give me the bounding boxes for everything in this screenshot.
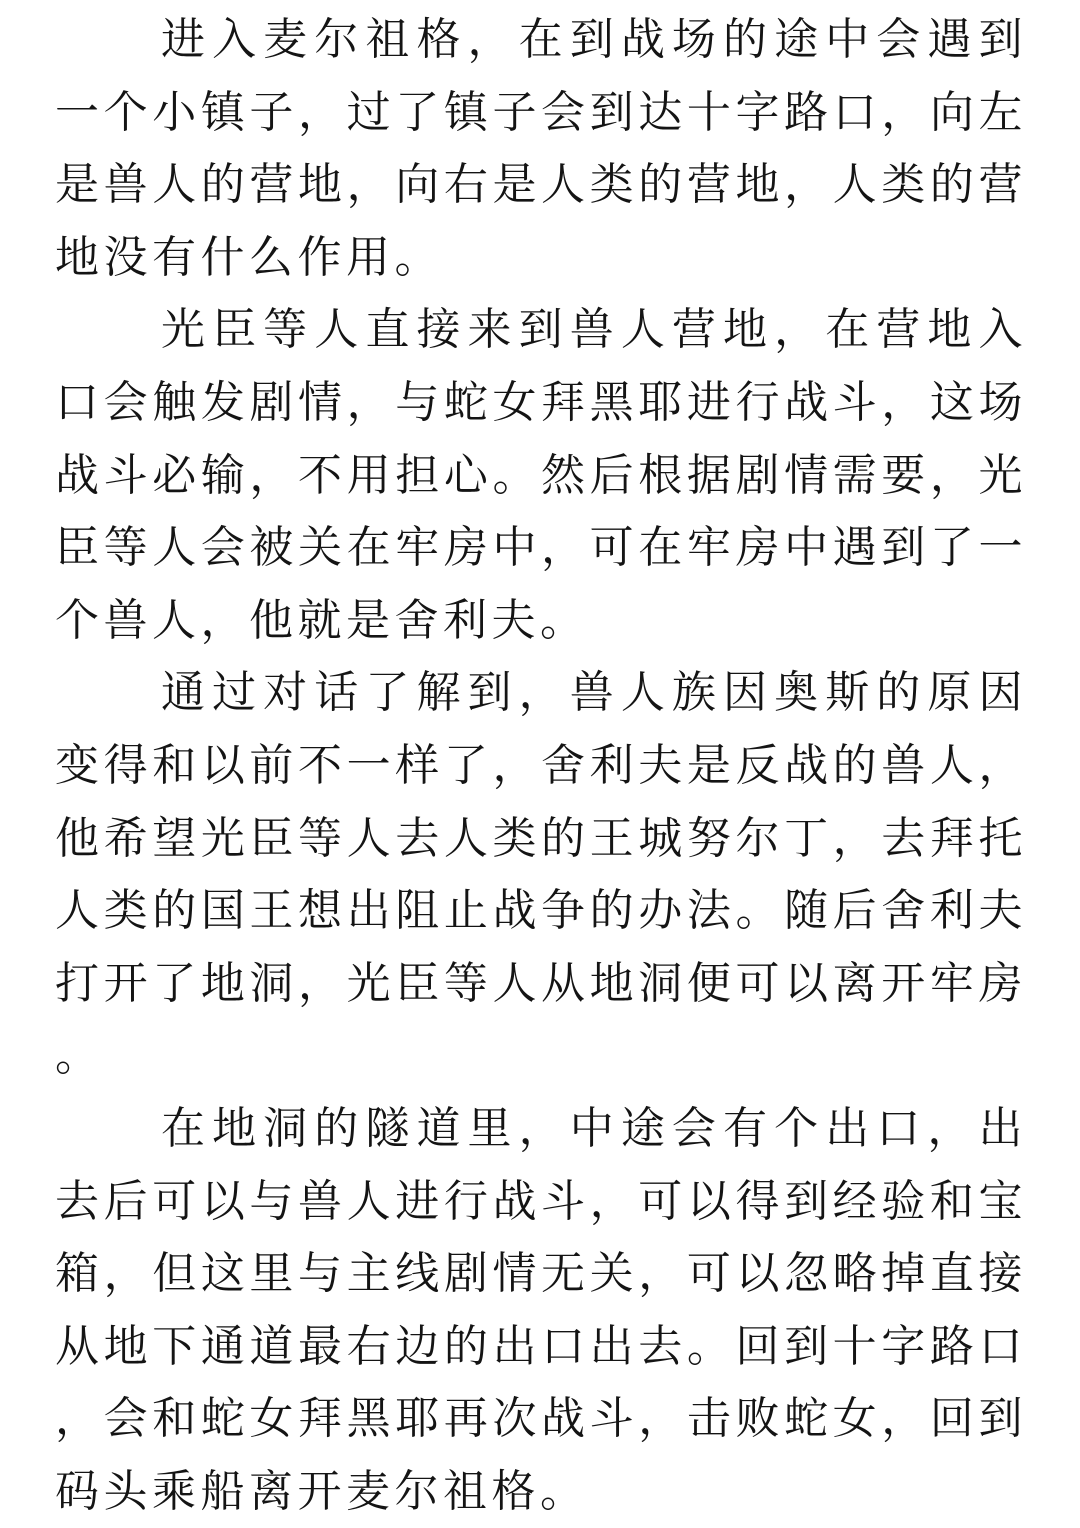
article-body — [55, 4, 1027, 1528]
paragraph-1: 进入麦尔祖格，在到战场的途中会遇到一个小镇子，过了镇子会到达十字路口，向左是兽人的营地，向右是人类的营地，人类的营地没有什么作用。 — [55, 14, 1027, 283]
paragraph-4: 在地洞的隧道里，中途会有个出口，出去后可以与兽人进行战斗，可以得到经验和宝箱，但这里与主线剧情无关，可以忽略掉直接从地下通道最右边的出口出去。回到十字路口，会和蛇女拜黑耶再次战斗，击败蛇女，回到码头乘船离开麦尔祖格。 — [55, 1102, 1027, 1517]
paragraph-2: 光臣等人直接来到兽人营地，在营地入口会触发剧情，与蛇女拜黑耶进行战斗，这场战斗必输，不用担心。然后根据剧情需要，光臣等人会被关在牢房中，可在牢房中遇到了一个兽人，他就是舍利夫。 — [55, 304, 1027, 646]
paragraph-3: 通过对话了解到，兽人族因奥斯的原因变得和以前不一样了，舍利夫是反战的兽人，他希望光臣等人去人类的王城努尔丁，去拜托人类的国王想出阻止战争的办法。随后舍利夫打开了地洞，光臣等人从地洞便可以离开牢房。 — [55, 667, 1027, 1082]
